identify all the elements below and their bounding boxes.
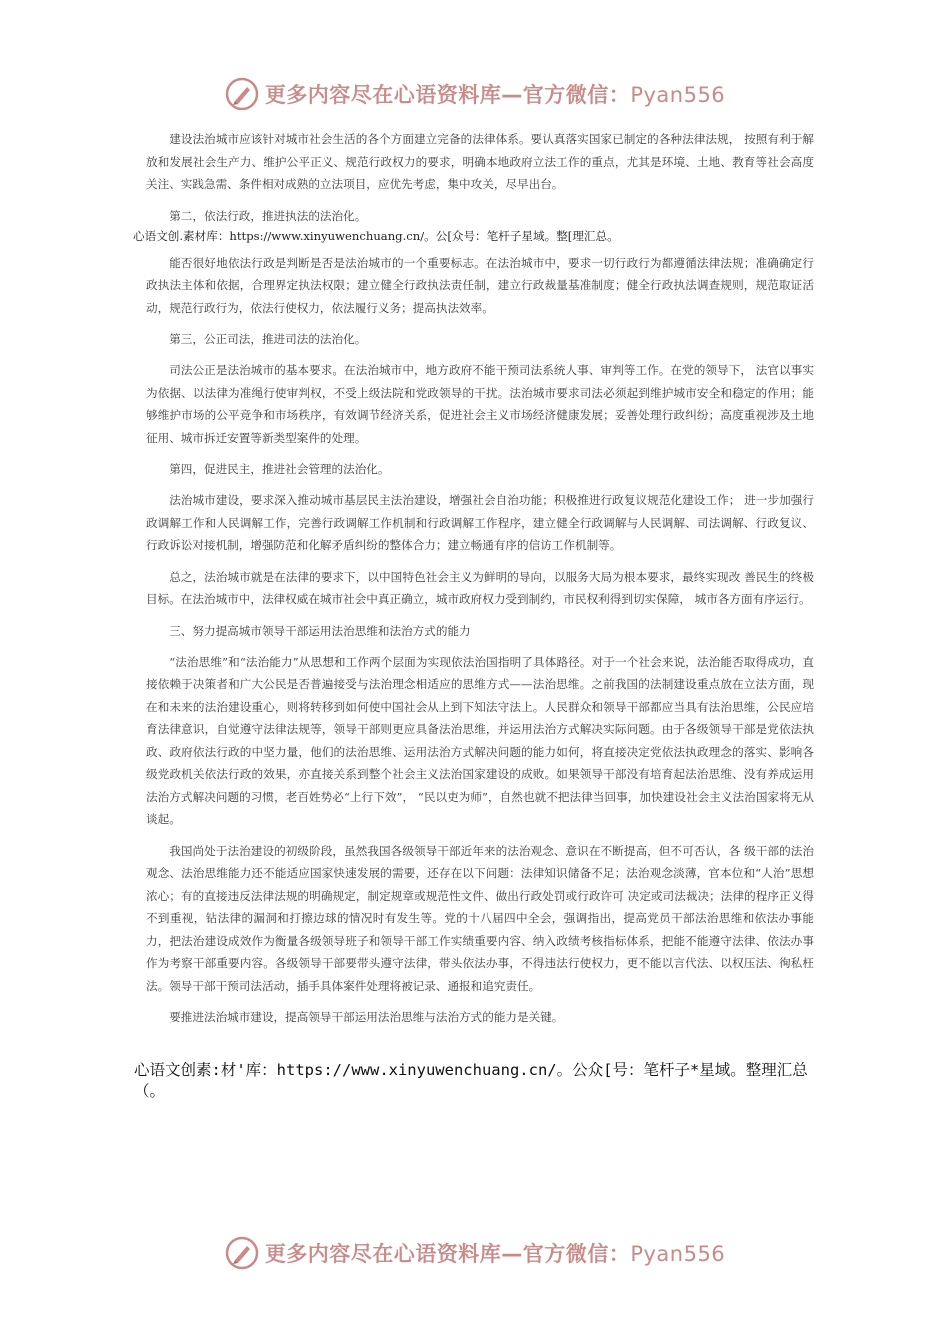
pen-logo-icon [225,1236,259,1270]
body-paragraph: 我国尚处于法治建设的初级阶段，虽然我国各级领导干部近年来的法治观念、意识在不断提高，但不可否认，各 级干部的法治观念、法治思维能力还不能适应国家快速发展的需要，还存在以下问题：法律知识储备不足；法治观念淡薄，官本位和“人治”思想浓心；有的直接违反法律法规的明确规定，制定规章或规范性文件、做出行政处罚或行政许可 决定或司法裁决；法律的程序正义得不到重视，钻法律的漏洞和打擦边球的情况时有发生等。党的十八届四中全会，强调指出，提高党员干部法治思维和依法办事能力，把法治建设成效作为衡量各级领导班子和领导干部工作实绩重要内容、纳入政绩考核指标体系，把能不能遵守法律、依法办事作为考察干部重要内容。各级领导干部要带头遵守法律，带头依法办事，不得违法行使权力，更不能以言代法、以权压法、徇私枉法。领导干部干预司法活动，插手具体案件处理将被记录、通报和追究责任。 [146,843,814,993]
source-watermark: 心语文创素:材'库：https://www.xinyuwenchuang.cn/。公众[号：笔杆子*星域。整理汇总（。 [134,1061,808,1100]
banner-text: 更多内容尽在心语资料库—官方微信：Pyan556 [264,83,726,107]
top-banner [0,74,950,114]
source-note: 心语文创.素材库：https://www.xinyuwenchuang.cn/。公[众号：笔杆子星域。整[理汇总。 [133,228,619,243]
banner-text: 更多内容尽在心语资料库—官方微信：Pyan556 [264,1242,726,1266]
body-paragraph: 总之，法治城市就是在法律的要求下，以中国特色社会主义为鲜明的导向，以服务大局为根本要求，最终实现改 善民生的终极目标。在法治城市中，法律权威在城市社会中真正确立，城市政府权力受到制约，市民权利得到切实保障， 城市各方面有序运行。 [146,569,814,606]
pen-logo-icon [225,77,259,111]
body-paragraph: 建设法治城市应该针对城市社会生活的各个方面建立完备的法律体系。要认真落实国家已制定的各种法律法规， 按照有利于解放和发展社会生产力、维护公平正义、规范行政权力的要求，明确本地政府立法工作的重点，尤其是环境、土地、教育等社会高度关注、实践急需、条件相对成熟的立法项目，应优先考虑，集中攻关，尽早出台。 [146,132,814,191]
body-paragraph: “法治思维”和“法治能力”从思想和工作两个层面为实现依法治国指明了具体路径。对于一个社会来说，法治能否取得成功，直接依赖于决策者和广大公民是否普遍接受与法治理念相适应的思维方式——法治思维。之前我国的法制建设重点放在立法方面，现在和未来的法治建设重心，则将转移到如何使中国社会从上到下知法守法上。人民群众和领导干部都应当具有法治思维，公民应培育法律意识，自觉遵守法律法规等，领导干部则更应具备法治思维，并运用法治方式解决实际问题。由于各级领导干部是党依法执政、政府依法行政的中坚力量，他们的法治思维、运用法治方式解决问题的能力如何，将直接决定党依法执政理念的落实、影响各级党政机关依法行政的效果，亦直接关系到整个社会主义法治国家建设的成败。如果领导干部没有培育起法治思维、没有养成运用法治方式解决问题的习惯，老百姓势必“上行下效”， “民以吏为师”，自然也就不把法律当回事，加快建设社会主义法治国家将无从谈起。 [146,654,814,826]
body-paragraph: 能否很好地依法行政是判断是否是法治城市的一个重要标志。在法治城市中，要求一切行政行为都遵循法律法规；准确确定行政执法主体和依据，合理界定执法权限；建立健全行政执法责任制，建立行政裁量基准制度；健全行政执法调查规则，规范取证活动，规范行政行为，依法行使权力，依法履行义务；提高执法效率。 [146,255,814,315]
document-body [133,128,814,1038]
section-heading: 三、努力提高城市领导干部运用法治思维和法治方式的能力 [169,623,471,638]
bottom-banner [0,1233,950,1273]
body-paragraph: 要推进法治城市建设，提高领导干部运用法治思维与法治方式的能力是关键。 [169,1010,564,1024]
section-heading: 第三，公正司法，推进司法的法治化。 [169,332,367,346]
section-heading: 第四，促进民主，推进社会管理的法治化。 [169,462,390,476]
body-paragraph: 司法公正是法治城市的基本要求。在法治城市中，地方政府不能干预司法系统人事、审判等工作。在党的领导下， 法官以事实为依据、以法律为准绳行使审判权，不受上级法院和党政领导的干扰。法治城市要求司法必须起到维护城市安全和稳定的作用；能够维护市场的公平竞争和市场秩序，有效调节经济关系，促进社会主义市场经济健康发展；妥善处理行政纠纷；高度重视涉及土地征用、城市拆迁安置等新类型案件的处理。 [146,363,814,445]
section-heading: 第二，依法行政，推进执法的法治化。 [169,208,367,223]
body-paragraph: 法治城市建设，要求深入推动城市基层民主法治建设，增强社会自治功能；积极推进行政复议规范化建设工作； 进一步加强行政调解工作和人民调解工作，完善行政调解工作机制和行政调解工作程序，建立健全行政调解与人民调解、司法调解、行政复议、行政诉讼对接机制，增强防范和化解矛盾纠纷的整体合力；建立畅通有序的信访工作机制等。 [146,493,814,552]
